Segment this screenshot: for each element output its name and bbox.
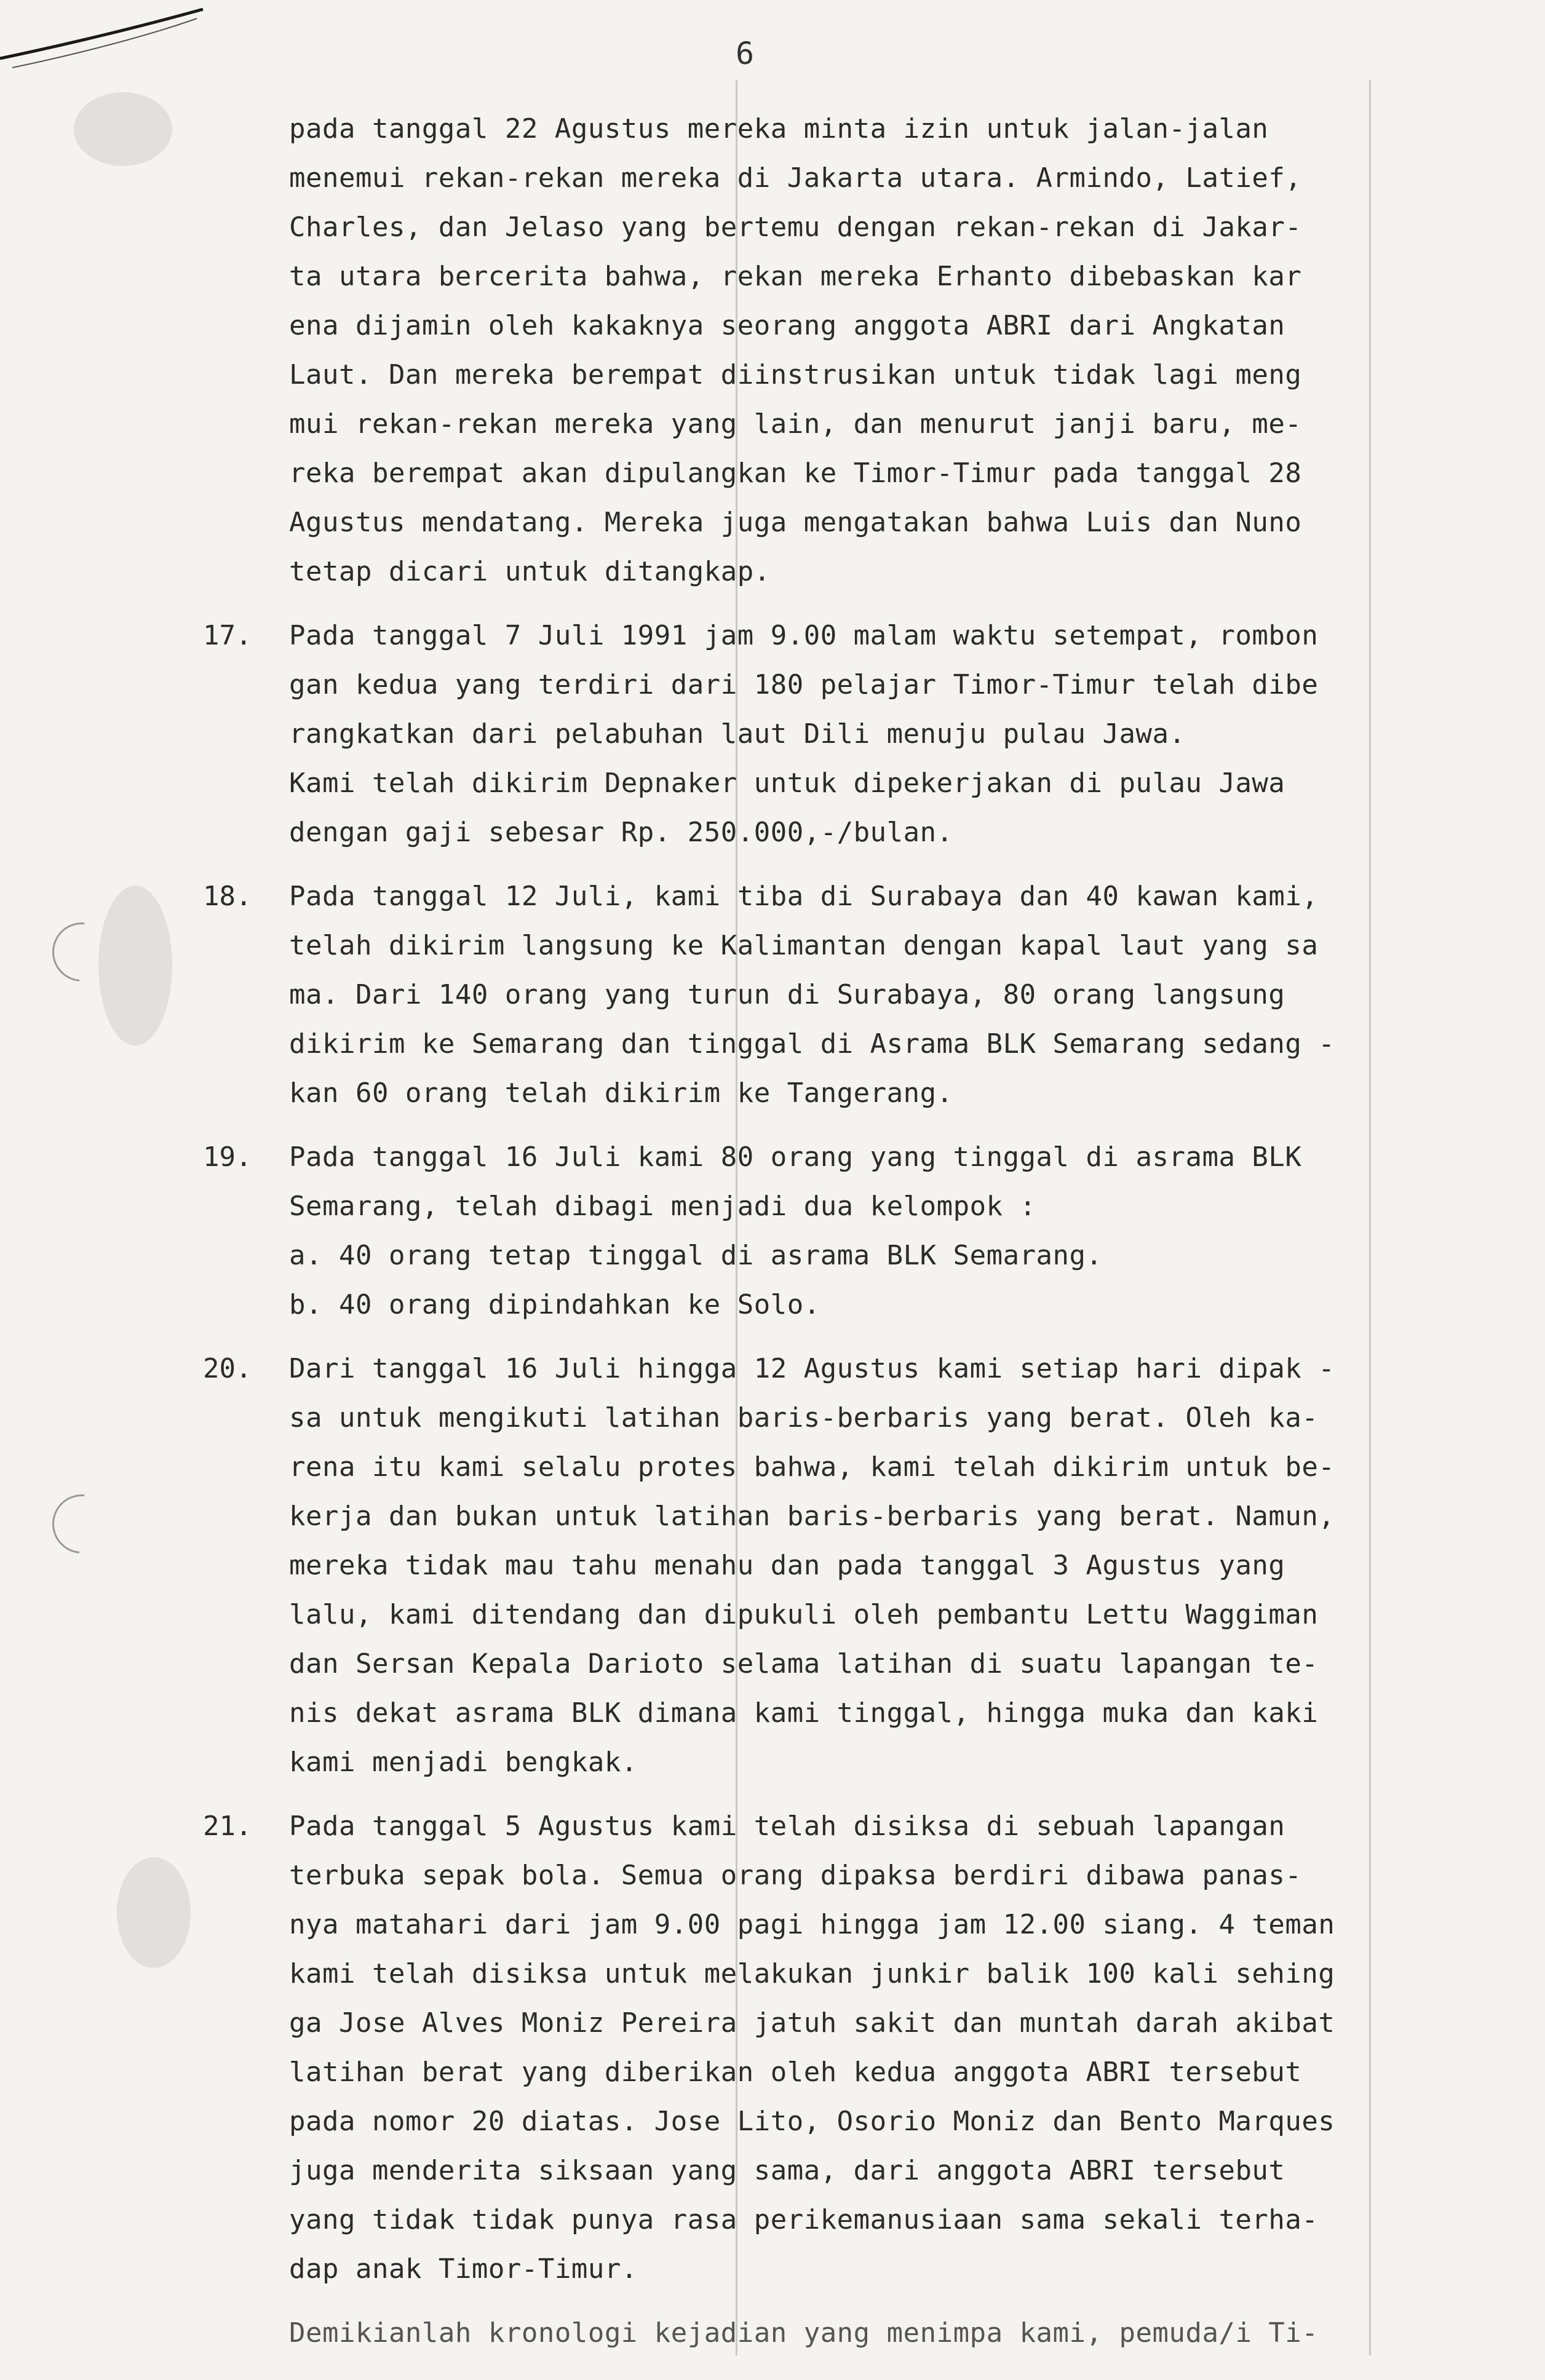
numbered-item-20 <box>203 1344 1507 1787</box>
text-line: gan kedua yang terdiri dari 180 pelajar Timor-Timur telah dibe <box>289 669 1319 700</box>
text-line: reka berempat akan dipulangkan ke Timor-Timur pada tanggal 28 <box>289 458 1302 489</box>
text-line: kerja dan bukan untuk latihan baris-berbaris yang berat. Namun, <box>289 1501 1335 1532</box>
text-line: ena dijamin oleh kakaknya seorang anggota ABRI dari Angkatan <box>289 310 1285 341</box>
intro-paragraph <box>289 105 1507 597</box>
numbered-item-21 <box>203 1802 1507 2294</box>
text-line: dan Sersan Kepala Darioto selama latihan di suatu lapangan te- <box>289 1648 1319 1680</box>
text-line: Charles, dan Jelaso yang bertemu dengan rekan-rekan di Jakar- <box>289 212 1302 243</box>
text-line: Pada tanggal 7 Juli 1991 jam 9.00 malam waktu setempat, rombon <box>289 620 1319 651</box>
text-line: kami menjadi bengkak. <box>289 1747 638 1778</box>
text-line: Pada tanggal 16 Juli kami 80 orang yang tinggal di asrama BLK <box>289 1141 1302 1173</box>
item-number: 17. <box>203 620 252 651</box>
numbered-item-18 <box>203 872 1507 1118</box>
text-line: rena itu kami selalu protes bahwa, kami telah dikirim untuk be- <box>289 1451 1335 1483</box>
text-line: Pada tanggal 12 Juli, kami tiba di Surabaya dan 40 kawan kami, <box>289 881 1319 912</box>
text-line: sa untuk mengikuti latihan baris-berbaris yang berat. Oleh ka- <box>289 1402 1319 1434</box>
text-line: Kami telah dikirim Depnaker untuk dipekerjakan di pulau Jawa <box>289 768 1285 799</box>
text-line: dikirim ke Semarang dan tinggal di Asrama BLK Semarang sedang - <box>289 1028 1335 1060</box>
text-line: mui rekan-rekan mereka yang lain, dan menurut janji baru, me- <box>289 408 1302 440</box>
page-number: 6 <box>736 36 755 71</box>
document-body <box>203 105 1507 2358</box>
sub-item-b: b. 40 orang dipindahkan ke Solo. <box>289 1289 820 1320</box>
closing-line: Demikianlah kronologi kejadian yang menimpa kami, pemuda/i Ti- <box>289 2317 1319 2349</box>
text-line: pada tanggal 22 Agustus mereka minta izin untuk jalan-jalan <box>289 113 1269 145</box>
scan-smudge <box>74 92 172 166</box>
text-line: nis dekat asrama BLK dimana kami tinggal, hingga muka dan kaki <box>289 1697 1319 1729</box>
text-line: lalu, kami ditendang dan dipukuli oleh pembantu Lettu Waggiman <box>289 1599 1319 1630</box>
text-line: Semarang, telah dibagi menjadi dua kelompok : <box>289 1191 1036 1222</box>
numbered-item-17 <box>203 611 1507 857</box>
text-line: dap anak Timor-Timur. <box>289 2253 638 2285</box>
text-line: dengan gaji sebesar Rp. 250.000,-/bulan. <box>289 817 953 848</box>
item-number: 21. <box>203 1811 252 1842</box>
text-line: kan 60 orang telah dikirim ke Tangerang. <box>289 1077 953 1109</box>
text-line: Dari tanggal 16 Juli hingga 12 Agustus kami setiap hari dipak - <box>289 1353 1335 1384</box>
text-line: telah dikirim langsung ke Kalimantan dengan kapal laut yang sa <box>289 930 1319 961</box>
text-line: ta utara bercerita bahwa, rekan mereka Erhanto dibebaskan kar <box>289 261 1302 292</box>
item-number: 18. <box>203 881 252 912</box>
text-line: ga Jose Alves Moniz Pereira jatuh sakit dan muntah darah akibat <box>289 2007 1335 2039</box>
text-line: latihan berat yang diberikan oleh kedua anggota ABRI tersebut <box>289 2057 1302 2088</box>
item-number: 20. <box>203 1353 252 1384</box>
item-number: 19. <box>203 1141 252 1173</box>
text-line: menemui rekan-rekan mereka di Jakarta utara. Armindo, Latief, <box>289 162 1302 194</box>
text-line: terbuka sepak bola. Semua orang dipaksa berdiri dibawa panas- <box>289 1860 1302 1891</box>
text-line: nya matahari dari jam 9.00 pagi hingga jam 12.00 siang. 4 teman <box>289 1909 1335 1940</box>
text-line: Pada tanggal 5 Agustus kami telah disiksa di sebuah lapangan <box>289 1811 1285 1842</box>
numbered-item-19 <box>203 1133 1507 1330</box>
text-line: Agustus mendatang. Mereka juga mengatakan bahwa Luis dan Nuno <box>289 507 1302 538</box>
text-line: Laut. Dan mereka berempat diinstrusikan untuk tidak lagi meng <box>289 359 1302 391</box>
sub-item-a: a. 40 orang tetap tinggal di asrama BLK Semarang. <box>289 1240 1103 1271</box>
text-line: juga menderita siksaan yang sama, dari anggota ABRI tersebut <box>289 2155 1285 2186</box>
text-line: yang tidak tidak punya rasa perikemanusiaan sama sekali terha- <box>289 2204 1319 2235</box>
text-line: mereka tidak mau tahu menahu dan pada tanggal 3 Agustus yang <box>289 1550 1285 1581</box>
text-line: kami telah disiksa untuk melakukan junkir balik 100 kali sehing <box>289 1958 1335 1989</box>
scan-smudge <box>98 886 172 1045</box>
text-line: rangkatkan dari pelabuhan laut Dili menuju pulau Jawa. <box>289 718 1186 750</box>
text-line: pada nomor 20 diatas. Jose Lito, Osorio Moniz dan Bento Marques <box>289 2106 1335 2137</box>
text-line: tetap dicari untuk ditangkap. <box>289 556 771 587</box>
scan-smudge <box>117 1857 191 1968</box>
text-line: ma. Dari 140 orang yang turun di Surabaya, 80 orang langsung <box>289 979 1285 1010</box>
